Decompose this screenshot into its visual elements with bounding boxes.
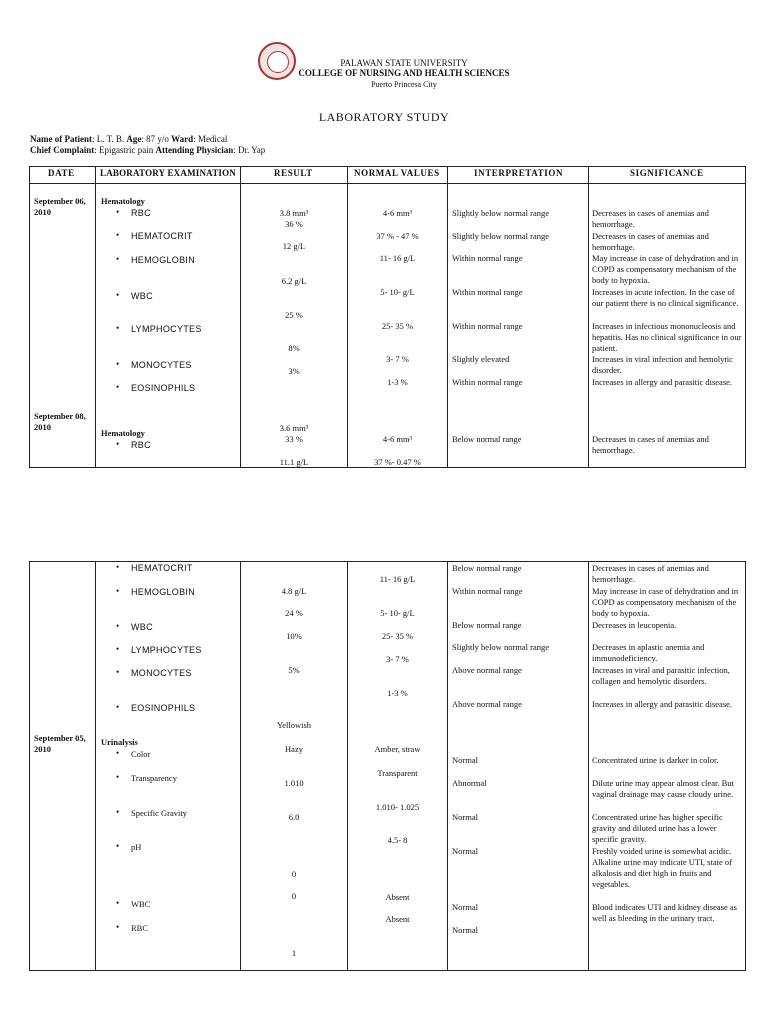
exam-item: HEMATOCRIT [131, 231, 193, 241]
bullet-icon: • [116, 621, 120, 631]
interpretation: Slightly below normal range [452, 231, 550, 241]
interpretation: Normal [452, 846, 478, 856]
significance: Increases in acute infection. In the case of our patient there is no clinical significance. [592, 287, 739, 308]
significance: Increases in viral and parasitic infection, collagen and hemolytic disorders. [592, 665, 730, 686]
exam-item: EOSINOPHILS [131, 383, 196, 393]
normal-value: 25- 35 % [381, 321, 414, 331]
urinalysis-item: pH [131, 842, 142, 852]
normal-value: 11- 16 g/L [379, 574, 416, 584]
significance: Decreases in cases of anemias and hemorrhage. [592, 434, 709, 455]
patient-age: : 87 y/o [141, 134, 169, 144]
patient-name: : L. T. B. [91, 134, 125, 144]
exam-item: EOSINOPHILS [131, 703, 196, 713]
significance: Decreases in aplastic anemia and immunodeficiency. [592, 642, 705, 663]
interpretation: Within normal range [452, 287, 523, 297]
significance: Blood indicates UTI and kidney disease as well as bleeding in the urinary tract. [592, 902, 737, 923]
significance: Concentrated urine has higher specific gravity and diluted urine has a lower specific gravity. [592, 812, 723, 844]
chief-complaint: : Epigastric pain [94, 145, 154, 155]
result-value: 0 [291, 891, 297, 901]
bullet-icon: • [116, 290, 120, 300]
exam-item: MONOCYTES [131, 668, 192, 678]
interpretation: Slightly below normal range [452, 208, 550, 218]
college-name: COLLEGE OF NURSING AND HEALTH SCIENCES [298, 68, 510, 78]
col-result: RESULT [274, 168, 313, 178]
bullet-icon: • [116, 439, 120, 449]
normal-value: 37 % - 47 % [376, 231, 419, 241]
significance: Decreases in leucopenia. [592, 620, 677, 630]
exam-item: HEMATOCRIT [131, 563, 193, 573]
result-value: 11.1 g/L [279, 457, 309, 467]
section-label: Hematology [101, 428, 145, 438]
bullet-icon: • [116, 562, 120, 572]
normal-value: Transparent [377, 768, 418, 778]
normal-value: 37 %- 0.47 % [374, 457, 421, 467]
significance: Decreases in cases of anemias and hemorrhage. [592, 231, 709, 252]
result-value: 6.0 [288, 812, 300, 822]
normal-value: 1.010- 1.025 [375, 802, 420, 812]
result-value: Hazy [285, 744, 303, 754]
exam-item: HEMOGLOBIN [131, 255, 196, 265]
urinalysis-item: RBC [131, 923, 149, 933]
result-value: 1.010 [284, 778, 304, 788]
bullet-icon: • [116, 644, 120, 654]
urinalysis-item: WBC [131, 899, 151, 909]
result-value: 3.8 mm³ [279, 208, 309, 218]
bullet-icon: • [116, 586, 120, 596]
significance: Increases in infectious mononucleosis and hepatitis. Has no clinical significance in our patient. [592, 321, 742, 353]
significance: Freshly voided urine is somewhat acidic. Alkaline urine may indicate UTI, state of alkalosis and diet high in fruits and vegetables. [592, 846, 732, 889]
col-lab-exam: LABORATORY EXAMINATION [100, 168, 237, 178]
bullet-icon: • [116, 359, 120, 369]
result-value: 0 [291, 869, 297, 879]
interpretation: Slightly elevated [452, 354, 510, 364]
significance: Increases in allergy and parasitic disease. [592, 699, 733, 709]
bullet-icon: • [116, 898, 120, 908]
significance: Dilute urine may appear almost clear. But vaginal drainage may cause cloudy urine. [592, 778, 734, 799]
interpretation: Below normal range [452, 620, 522, 630]
exam-item: LYMPHOCYTES [131, 645, 202, 655]
university-name: PALAWAN STATE UNIVERSITY [340, 58, 468, 68]
result-value: 5% [288, 665, 300, 675]
result-value: 25 % [285, 310, 303, 320]
exam-item: RBC [131, 440, 151, 450]
interpretation: Normal [452, 902, 478, 912]
patient-line-2 [30, 145, 265, 155]
urinalysis-item: Transparency [131, 773, 177, 783]
result-value: 6.2 g/L [281, 276, 307, 286]
date-cell: September 06, 2010 [34, 196, 86, 217]
section-label: Hematology [101, 196, 145, 206]
result-value: 1 [291, 948, 297, 958]
physician-label: Attending Physician [155, 145, 234, 155]
age-label: Age [126, 134, 142, 144]
exam-item: WBC [131, 622, 153, 632]
interpretation: Within normal range [452, 253, 523, 263]
ward-label: Ward [171, 134, 194, 144]
interpretation: Normal [452, 755, 478, 765]
normal-value: 4-6 mm³ [382, 208, 413, 218]
interpretation: Within normal range [452, 321, 523, 331]
interpretation: Below normal range [452, 563, 522, 573]
bullet-icon: • [116, 922, 120, 932]
significance: Decreases in cases of anemias and hemorrhage. [592, 563, 709, 584]
interpretation: Within normal range [452, 377, 523, 387]
section-label: Urinalysis [101, 737, 138, 747]
exam-item: RBC [131, 208, 151, 218]
normal-value: 4.5- 8 [387, 835, 408, 845]
bullet-icon: • [116, 748, 120, 758]
col-normal-values: NORMAL VALUES [354, 168, 440, 178]
bullet-icon: • [116, 254, 120, 264]
attending-physician: : Dr. Yap [233, 145, 266, 155]
col-significance: SIGNIFICANCE [630, 168, 704, 178]
col-date: DATE [48, 168, 75, 178]
normal-value: 5- 10- g/L [380, 608, 415, 618]
significance: Increases in allergy and parasitic disease. [592, 377, 733, 387]
exam-item: LYMPHOCYTES [131, 324, 202, 334]
result-value: Yellowish [276, 720, 312, 730]
bullet-icon: • [116, 702, 120, 712]
bullet-icon: • [116, 772, 120, 782]
bullet-icon: • [116, 230, 120, 240]
normal-value: 25- 35 % [381, 631, 414, 641]
result-value: 10% [286, 631, 302, 641]
result-value: 24 % [285, 608, 303, 618]
result-value: 3% [288, 366, 300, 376]
interpretation: Normal [452, 812, 478, 822]
bullet-icon: • [116, 382, 120, 392]
result-value: 8% [288, 343, 300, 353]
name-label: Name of Patient [30, 134, 92, 144]
bullet-icon: • [116, 323, 120, 333]
interpretation: Slightly below normal range [452, 642, 550, 652]
result-value: 33 % [285, 434, 303, 444]
significance: May increase in case of dehydration and in COPD as compensatory mechanism of the body to hypoxia. [592, 253, 739, 285]
patient-line-1 [30, 134, 227, 144]
interpretation: Within normal range [452, 586, 523, 596]
normal-value: Absent [385, 892, 410, 902]
normal-value: 11- 16 g/L [379, 253, 416, 263]
exam-item: WBC [131, 291, 153, 301]
patient-ward: : Medical [193, 134, 228, 144]
normal-value: 5- 10- g/L [380, 287, 415, 297]
significance: Decreases in cases of anemias and hemorrhage. [592, 208, 709, 229]
date-cell: September 08, 2010 [34, 411, 86, 432]
significance: Concentrated urine is darker in color. [592, 755, 719, 765]
normal-value: 3- 7 % [386, 654, 409, 664]
interpretation: Above normal range [452, 665, 522, 675]
normal-value: 1-3 % [387, 688, 408, 698]
interpretation: Abnormal [452, 778, 487, 788]
result-value: 36 % [285, 219, 303, 229]
normal-value: 1-3 % [387, 377, 408, 387]
normal-value: 3- 7 % [386, 354, 409, 364]
urinalysis-item: Specific Gravity [131, 808, 187, 818]
page-title: LABORATORY STUDY [318, 110, 450, 124]
urinalysis-item: Color [131, 749, 151, 759]
significance: Increases in viral infection and hemolytic disorder. [592, 354, 733, 375]
result-value: 3.6 mm³ [279, 423, 309, 433]
normal-value: 4-6 mm³ [382, 434, 413, 444]
col-interpretation: INTERPRETATION [474, 168, 564, 178]
interpretation: Normal [452, 925, 478, 935]
normal-value: Absent [385, 914, 410, 924]
exam-item: MONOCYTES [131, 360, 192, 370]
bullet-icon: • [116, 667, 120, 677]
interpretation: Below normal range [452, 434, 522, 444]
date-cell: September 05, 2010 [34, 733, 86, 754]
interpretation: Above normal range [452, 699, 522, 709]
bullet-icon: • [116, 841, 120, 851]
normal-value: Amber, straw [374, 744, 421, 754]
complaint-label: Chief Complaint [30, 145, 95, 155]
exam-item: HEMOGLOBIN [131, 587, 196, 597]
bullet-icon: • [116, 207, 120, 217]
significance: May increase in case of dehydration and in COPD as compensatory mechanism of the body to hypoxia. [592, 586, 739, 618]
city-name: Puerto Princesa City [371, 80, 437, 89]
result-value: 12 g/L [282, 241, 306, 251]
bullet-icon: • [116, 807, 120, 817]
result-value: 4.8 g/L [281, 586, 307, 596]
